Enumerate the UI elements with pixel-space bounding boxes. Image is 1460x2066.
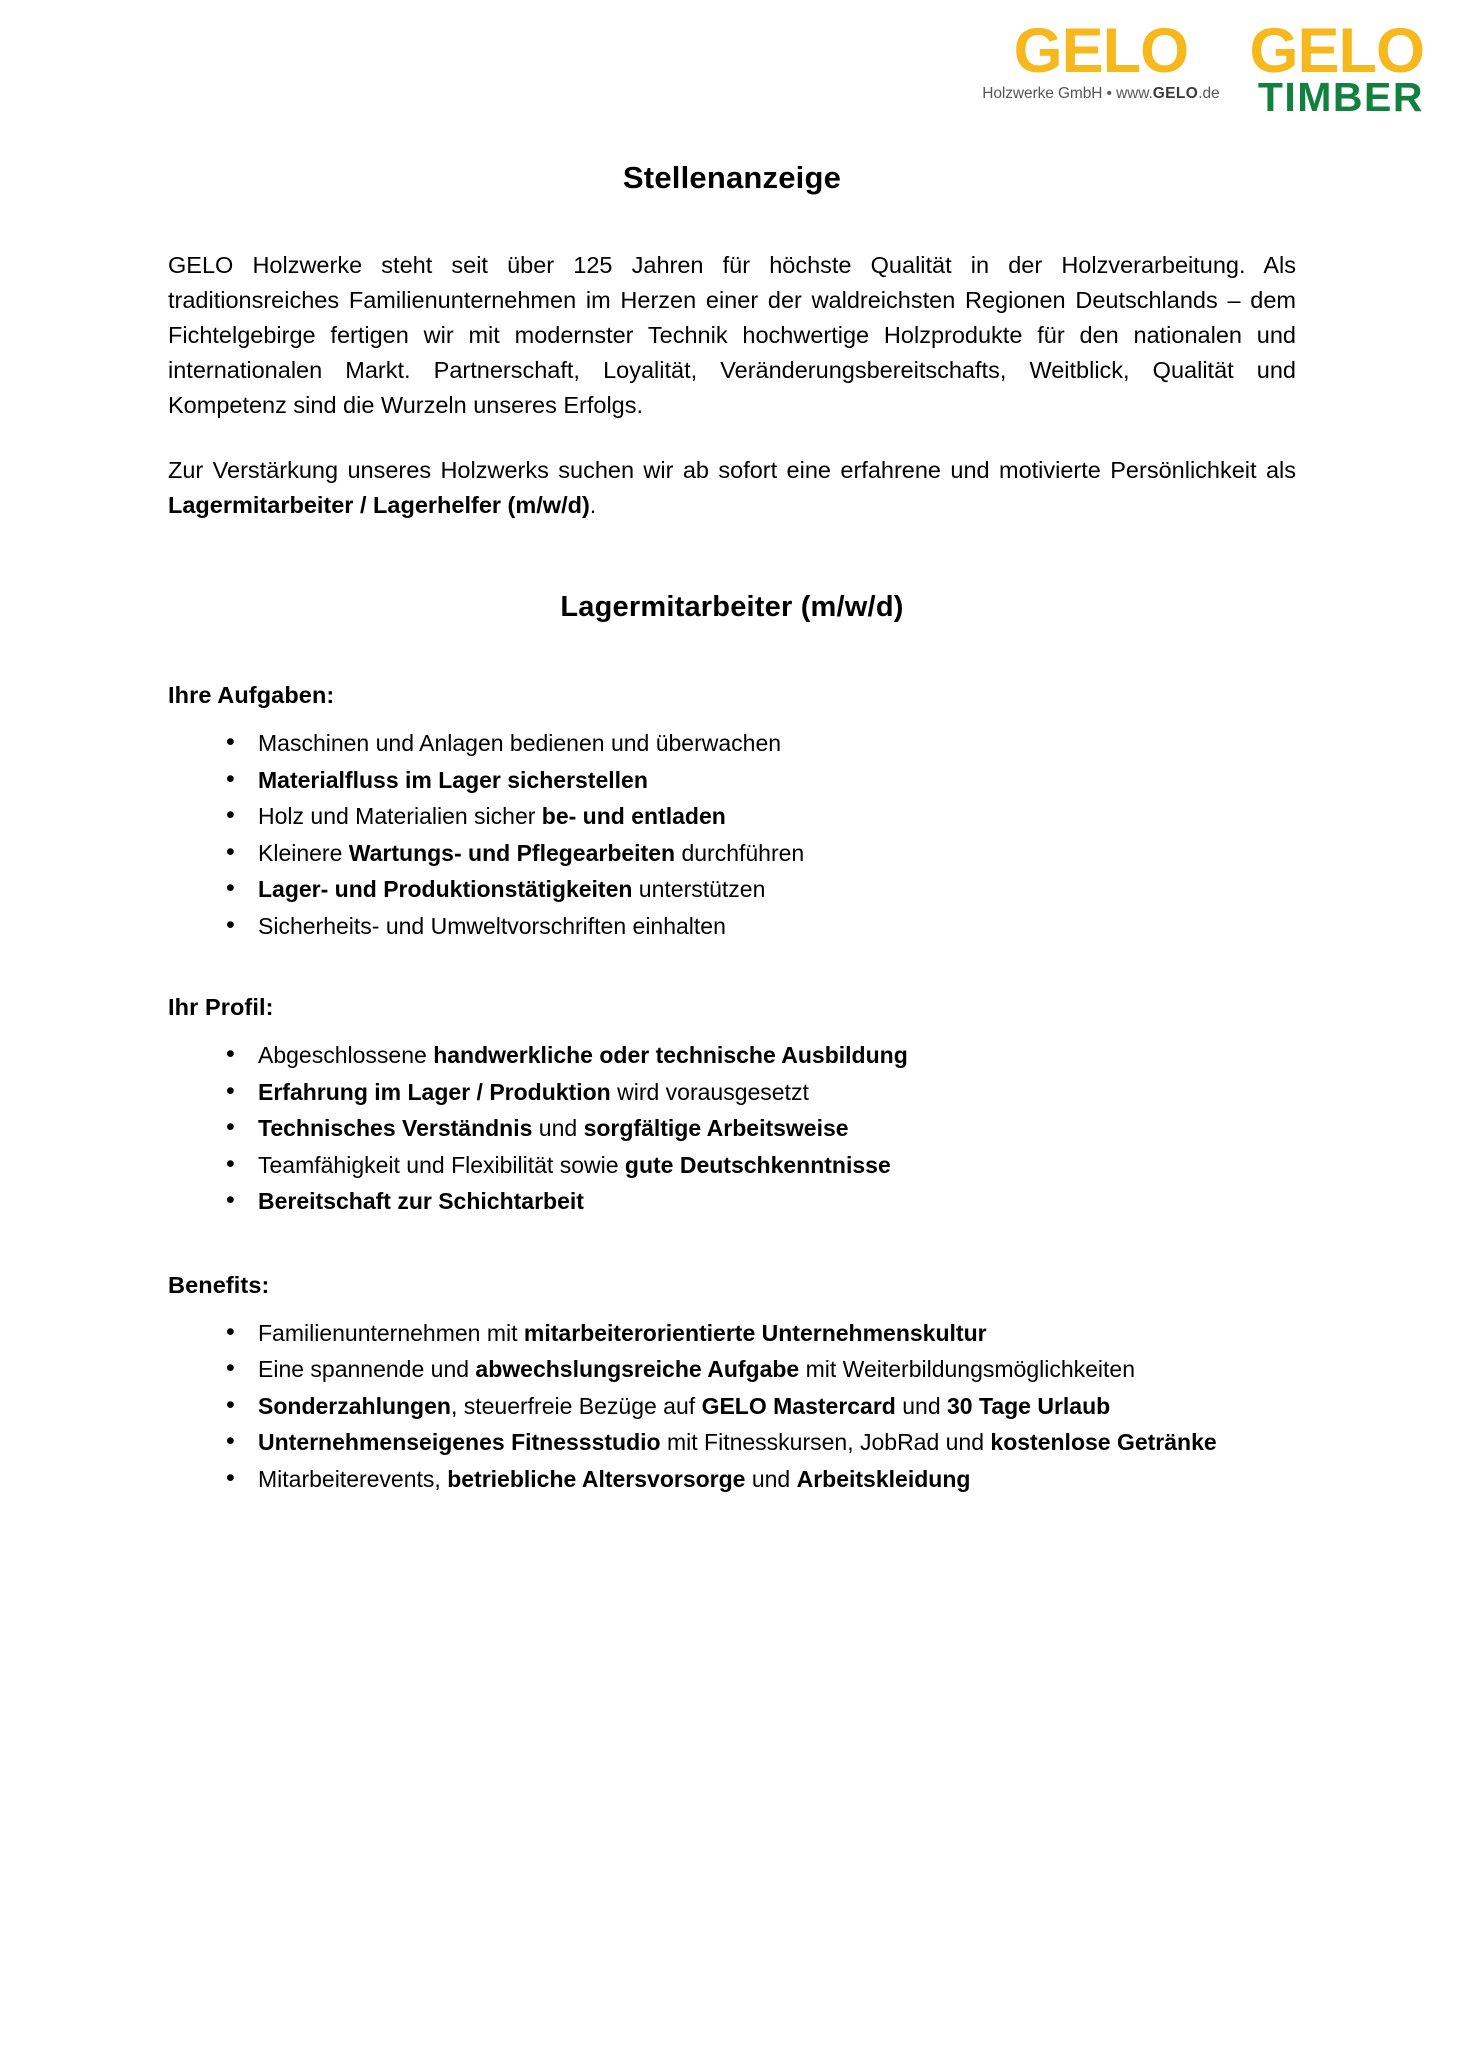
list-item-emphasis: sorgfältige Arbeitsweise [583, 1115, 849, 1141]
list-item [168, 1037, 1296, 1074]
call-to-action-paragraph [168, 453, 1296, 523]
list-item [168, 1315, 1296, 1352]
list-item [168, 908, 1296, 945]
list-item-text: und [895, 1392, 948, 1419]
gelo-wordmark: GELO [1013, 16, 1189, 86]
list-item-emphasis: Wartungs- und Pflegearbeiten [348, 839, 676, 866]
list-item-emphasis: abwechslungsreiche Aufgabe [475, 1356, 800, 1382]
list-item-text: und [745, 1465, 797, 1492]
list-item-text: , steuerfreie Bezüge auf [450, 1392, 702, 1419]
list-item [168, 1110, 1296, 1147]
call-lead: Zur Verstärkung unseres Holzwerks suchen wir ab sofort eine erfahrene und motivierte Persönlichkeit als [168, 457, 1296, 483]
list-item [168, 871, 1296, 908]
list-item [168, 1183, 1296, 1220]
list-item-text: Mitarbeiterevents, [258, 1465, 448, 1492]
list-item [168, 1461, 1296, 1498]
list-item-emphasis: Materialfluss im Lager sicherstellen [258, 766, 648, 793]
spacer [168, 944, 1296, 994]
list-item-emphasis: Sonderzahlungen [258, 1392, 451, 1419]
list-item-text: mit Fitnesskursen, JobRad und [660, 1429, 991, 1455]
profil-list [168, 1037, 1296, 1220]
list-item-text: mit Weiterbildungsmöglichkeiten [799, 1356, 1135, 1382]
list-item-text: und [532, 1115, 584, 1141]
list-item-text: Familienunternehmen mit [258, 1319, 524, 1346]
tagline-prefix: Holzwerke GmbH • www. [982, 84, 1153, 102]
list-item-emphasis: be- und entladen [541, 803, 726, 829]
list-item-text: Abgeschlossene [258, 1042, 434, 1068]
list-item-emphasis: Technisches Verständnis [258, 1115, 533, 1141]
list-item-emphasis: Arbeitskleidung [796, 1465, 971, 1492]
company-logo-header [982, 16, 1424, 120]
list-item-emphasis: handwerkliche oder technische Ausbildung [433, 1042, 908, 1068]
list-item-emphasis: 30 Tage Urlaub [947, 1392, 1111, 1419]
list-item-text: Sicherheits- und Umweltvorschriften einhalten [258, 912, 726, 939]
list-item [168, 725, 1296, 762]
list-item-emphasis: Lager- und Produktionstätigkeiten [258, 876, 633, 902]
spacer [168, 1220, 1296, 1272]
list-item-text: Teamfähigkeit und Flexibilität sowie [258, 1151, 625, 1178]
timber-wordmark: TIMBER [1257, 73, 1424, 120]
list-item-emphasis: mitarbeiterorientierte Unternehmenskultur [523, 1319, 987, 1346]
gelo-holzwerke-logo [982, 16, 1220, 102]
list-item-emphasis: kostenlose Getränke [990, 1429, 1217, 1455]
list-item-text: unterstützen [632, 876, 766, 902]
role-name: Lagermitarbeiter / Lagerhelfer (m/w/d) [168, 492, 590, 518]
list-item-text: durchführen [675, 839, 805, 866]
section-heading-benefits: Benefits: [168, 1271, 270, 1298]
call-tail: . [589, 492, 597, 518]
list-item [168, 1388, 1296, 1425]
list-item-emphasis: Bereitschaft zur Schichtarbeit [258, 1188, 584, 1214]
list-item-text: Maschinen und Anlagen bedienen und überwachen [258, 730, 782, 756]
document-content [168, 160, 1296, 1497]
spacer [168, 624, 1296, 682]
list-item [168, 1074, 1296, 1111]
gelo-timber-wordmark: GELO [1249, 16, 1424, 86]
page-title: Stellenanzeige [622, 160, 842, 195]
list-item-text: Kleinere [258, 839, 349, 866]
list-item [168, 1351, 1296, 1388]
gelo-tagline [982, 86, 1219, 102]
list-item [168, 835, 1296, 872]
section-heading-aufgaben: Ihre Aufgaben: [168, 682, 335, 708]
list-item-emphasis: Unternehmenseigenes Fitnessstudio [258, 1429, 661, 1455]
list-item-emphasis: Erfahrung im Lager / Produktion [258, 1078, 611, 1105]
job-title-heading: Lagermitarbeiter (m/w/d) [560, 591, 904, 623]
gelo-timber-logo [1249, 16, 1424, 120]
tagline-suffix: .de [1198, 84, 1220, 102]
list-item [168, 798, 1296, 835]
tagline-brand: GELO [1152, 84, 1199, 102]
list-item [168, 762, 1296, 799]
list-item-emphasis: gute Deutschkenntnisse [624, 1151, 891, 1178]
list-item-emphasis: betriebliche Altersvorsorge [447, 1465, 746, 1492]
intro-paragraph: GELO Holzwerke steht seit über 125 Jahren für höchste Qualität in der Holzverarbeitung. Als traditionsreiches Familienunternehmen im Herzen einer der waldreichsten Regionen Deutschlands – dem Fichtelgebirge fertigen wir mit modernster Technik hochwertige Holzprodukte für den nationalen und internationalen Markt. Partnerschaft, Loyalität, Veränderungsbereitschafts, Weitblick, Qualität und Kompetenz sind die Wurzeln unseres Erfolgs. [168, 252, 1296, 418]
list-item-text: wird vorausgesetzt [610, 1078, 809, 1105]
benefits-list [168, 1315, 1296, 1498]
section-heading-profil: Ihr Profil: [168, 994, 274, 1020]
aufgaben-list [168, 725, 1296, 944]
list-item-text: Eine spannende und [258, 1356, 476, 1382]
list-item-emphasis: GELO Mastercard [701, 1392, 896, 1419]
list-item-text: Holz und Materialien sicher [258, 803, 542, 829]
list-item [168, 1424, 1296, 1461]
list-item [168, 1147, 1296, 1184]
